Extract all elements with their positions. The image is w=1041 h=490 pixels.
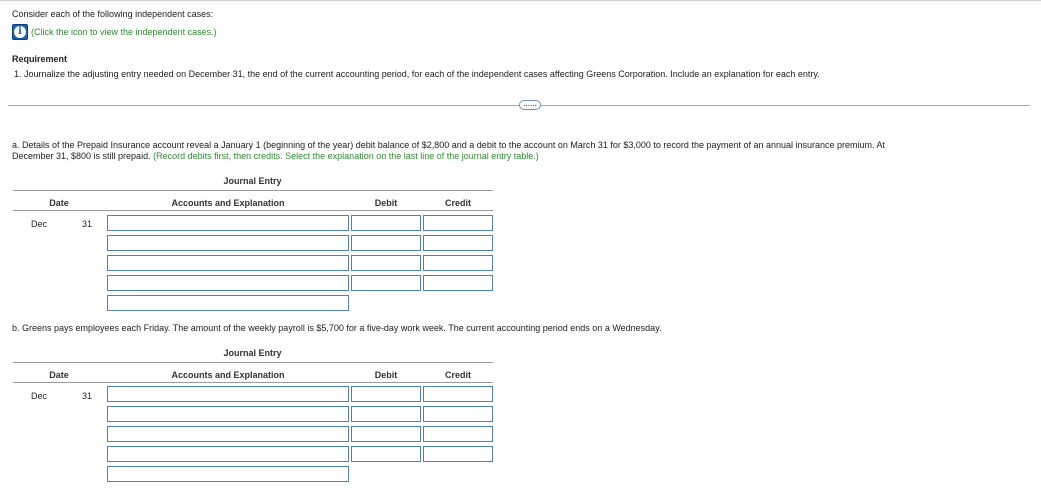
case-a-line2 (12, 151, 539, 161)
journal-b-debit-input-2[interactable] (351, 406, 421, 422)
journal-b-col-accounts: Accounts and Explanation (171, 370, 285, 380)
journal-a-debit-input-1[interactable] (351, 215, 421, 231)
journal-a-rule (13, 190, 493, 191)
journal-b-credit-input-4[interactable] (423, 446, 493, 462)
journal-a-debit-input-4[interactable] (351, 275, 421, 291)
journal-b-explanation-input[interactable] (107, 466, 349, 482)
journal-b-debit-input-4[interactable] (351, 446, 421, 462)
journal-b-rule (13, 362, 493, 363)
journal-a-credit-input-1[interactable] (423, 215, 493, 231)
journal-a-credit-input-3[interactable] (423, 255, 493, 271)
journal-a-credit-input-4[interactable] (423, 275, 493, 291)
info-glyph: i (14, 26, 26, 38)
journal-b-month: Dec (31, 391, 48, 401)
info-icon[interactable] (12, 24, 28, 40)
journal-a-debit-input-3[interactable] (351, 255, 421, 271)
case-a-line1: a. Details of the Prepaid Insurance account reveal a January 1 (beginning of the year) debit balance of $2,800 and a debit to the account on March 31 for $3,000 to record the payment of an annual insurance premium. At (12, 140, 886, 150)
journal-a-month: Dec (31, 219, 48, 229)
journal-a-col-date: Date (49, 198, 69, 208)
journal-b-title: Journal Entry (223, 348, 282, 358)
expand-dots-icon: …… (523, 101, 537, 108)
case-b-text: b. Greens pays employees each Friday. The amount of the weekly payroll is $5,700 for a five-day work week. The current accounting period ends on a Wednesday. (12, 323, 662, 333)
journal-a-account-input-1[interactable] (107, 215, 349, 231)
journal-a-col-credit: Credit (444, 198, 471, 208)
journal-a-col-accounts: Accounts and Explanation (171, 198, 285, 208)
journal-b-col-date: Date (49, 370, 69, 380)
journal-b-debit-input-3[interactable] (351, 426, 421, 442)
journal-b-credit-input-2[interactable] (423, 406, 493, 422)
requirement-heading: Requirement (12, 54, 68, 64)
requirement-item: 1. Journalize the adjusting entry needed on December 31, the end of the current accounting period, for each of the independent cases affecting Greens Corporation. Include an explanation for each entry. (14, 69, 820, 79)
journal-a-day: 31 (82, 219, 93, 229)
journal-b-col-credit: Credit (444, 370, 471, 380)
journal-a-account-input-2[interactable] (107, 235, 349, 251)
journal-a-credit-input-2[interactable] (423, 235, 493, 251)
journal-a-debit-input-2[interactable] (351, 235, 421, 251)
journal-b-header-rule (13, 382, 493, 383)
journal-b-credit-input-1[interactable] (423, 386, 493, 402)
top-border (0, 0, 1041, 1)
case-a-text: December 31, $800 is still prepaid. (12, 151, 151, 161)
journal-b-col-debit: Debit (374, 370, 398, 380)
journal-a-explanation-input[interactable] (107, 295, 349, 311)
journal-b-account-input-3[interactable] (107, 426, 349, 442)
view-cases-link[interactable]: (Click the icon to view the independent cases.) (31, 27, 217, 37)
journal-a-account-input-3[interactable] (107, 255, 349, 271)
journal-b-account-input-1[interactable] (107, 386, 349, 402)
expand-button[interactable] (519, 100, 541, 110)
case-a-instruction: (Record debits first, then credits. Select the explanation on the last line of the journal entry table.) (153, 151, 539, 161)
journal-b-account-input-2[interactable] (107, 406, 349, 422)
journal-a-header-rule (13, 210, 493, 211)
journal-a-col-debit: Debit (374, 198, 398, 208)
journal-b-account-input-4[interactable] (107, 446, 349, 462)
journal-b-debit-input-1[interactable] (351, 386, 421, 402)
journal-a-account-input-4[interactable] (107, 275, 349, 291)
journal-b-credit-input-3[interactable] (423, 426, 493, 442)
journal-a-title: Journal Entry (223, 176, 282, 186)
journal-b-day: 31 (82, 391, 93, 401)
intro-text: Consider each of the following independent cases: (12, 9, 214, 19)
